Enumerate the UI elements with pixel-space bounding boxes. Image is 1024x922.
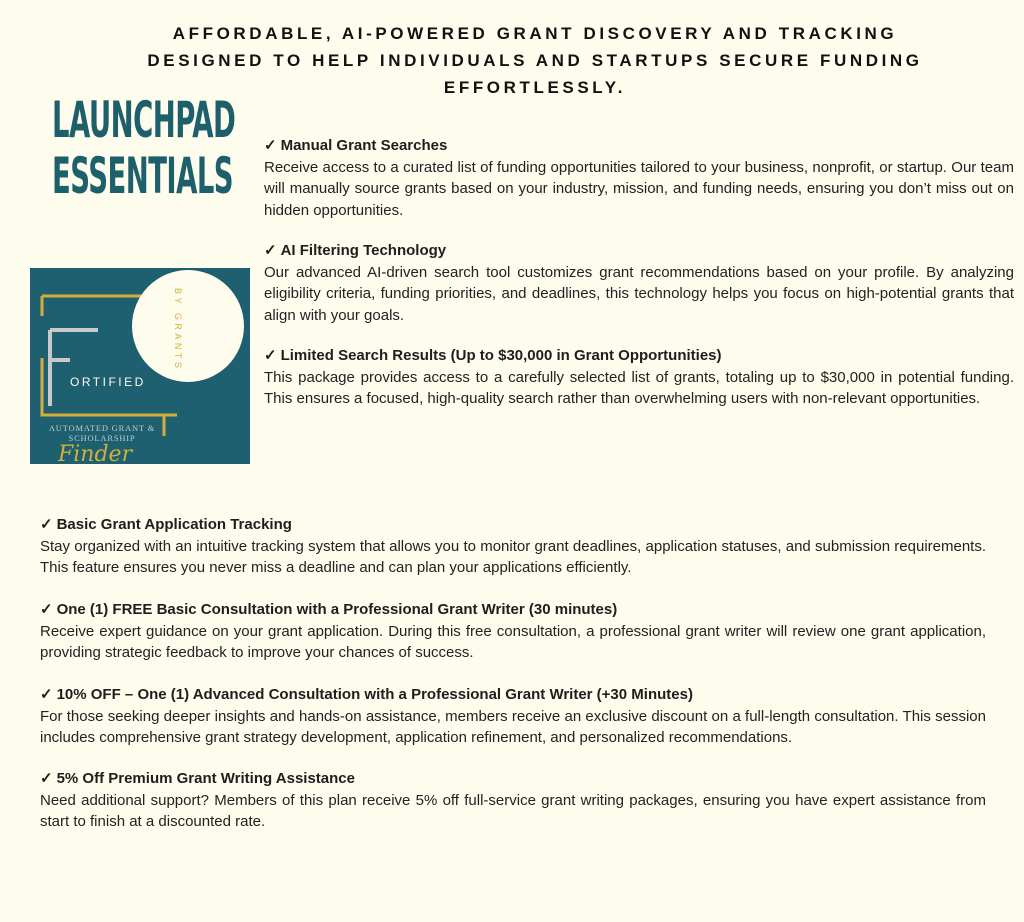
feature-application-tracking <box>40 514 986 579</box>
headline: AFFORDABLE, AI-POWERED GRANT DISCOVERY AND TRACKING DESIGNED TO HELP INDIVIDUALS AND STARTUPS SECURE FUNDING EFFORTLESSLY. <box>147 24 923 97</box>
feature-title: 5% Off Premium Grant Writing Assistance <box>56 770 355 787</box>
logo-script: Finder <box>58 442 133 464</box>
check-icon: ✓ <box>264 137 277 154</box>
feature-free-consultation <box>40 599 986 664</box>
feature-description: Receive expert guidance on your grant application. During this free consultation, a professional grant writer will review one grant application, providing strategic feedback to improve your chances of success. <box>40 622 986 661</box>
brand-line-1: LAUNCHPAD <box>52 91 236 149</box>
check-icon: ✓ <box>40 516 53 533</box>
feature-advanced-consultation <box>40 684 986 749</box>
feature-description: This package provides access to a carefully selected list of grants, totaling up to $30,000 in potential funding. This ensures a focused, high-quality search rather than overwhelming users with non-relevant opportunities. <box>264 368 1014 407</box>
feature-description: Receive access to a curated list of funding opportunities tailored to your business, nonprofit, or startup. Our team will manually source grants based on your industry, mission, and funding needs, ensuring you don’t miss out on hidden opportunities. <box>264 158 1014 219</box>
check-icon: ✓ <box>264 347 277 364</box>
check-icon: ✓ <box>40 770 53 787</box>
feature-description: For those seeking deeper insights and hands-on assistance, members receive an exclusive discount on a full-length consultation. This session includes comprehensive grant strategy development, application refinement, and personalized recommendations. <box>40 707 986 746</box>
check-icon: ✓ <box>40 601 53 618</box>
brand-logo-text <box>52 91 236 205</box>
feature-description: Need additional support? Members of this plan receive 5% off full-service grant writing packages, ensuring you have expert assistance from start to finish at a discounted rate. <box>40 791 986 830</box>
brand-line-2: ESSENTIALS <box>52 147 234 205</box>
feature-title: AI Filtering Technology <box>280 242 447 259</box>
feature-title: One (1) FREE Basic Consultation with a Professional Grant Writer (30 minutes) <box>56 601 618 618</box>
feature-title: Basic Grant Application Tracking <box>56 516 292 533</box>
fortified-logo <box>30 268 250 464</box>
feature-description: Our advanced AI-driven search tool customizes grant recommendations based on your profile. By analyzing eligibility criteria, funding priorities, and deadlines, this technology helps you focus on high-potential grants that align with your goals. <box>264 263 1014 324</box>
feature-description: Stay organized with an intuitive tracking system that allows you to monitor grant deadlines, application statuses, and submission requirements. This feature ensures you never miss a deadline and can plan your applications efficiently. <box>40 537 986 576</box>
logo-tagline-1: AUTOMATED GRANT & <box>48 423 156 433</box>
feature-limited-search-results <box>264 345 1014 410</box>
check-icon: ✓ <box>40 686 53 703</box>
feature-title: Manual Grant Searches <box>280 137 448 154</box>
check-icon: ✓ <box>264 242 277 259</box>
feature-title: Limited Search Results (Up to $30,000 in Grant Opportunities) <box>280 347 722 364</box>
feature-manual-grant-searches <box>264 135 1014 221</box>
fortified-logo-graphic <box>30 268 250 464</box>
feature-ai-filtering <box>264 240 1014 326</box>
feature-title: 10% OFF – One (1) Advanced Consultation with a Professional Grant Writer (+30 Minutes) <box>56 686 693 703</box>
logo-by-grants: BY GRANTS <box>173 288 183 372</box>
logo-tagline-2: SCHOLARSHIP <box>68 433 136 443</box>
logo-word: ORTIFIED <box>70 375 146 389</box>
feature-premium-writing <box>40 768 986 833</box>
